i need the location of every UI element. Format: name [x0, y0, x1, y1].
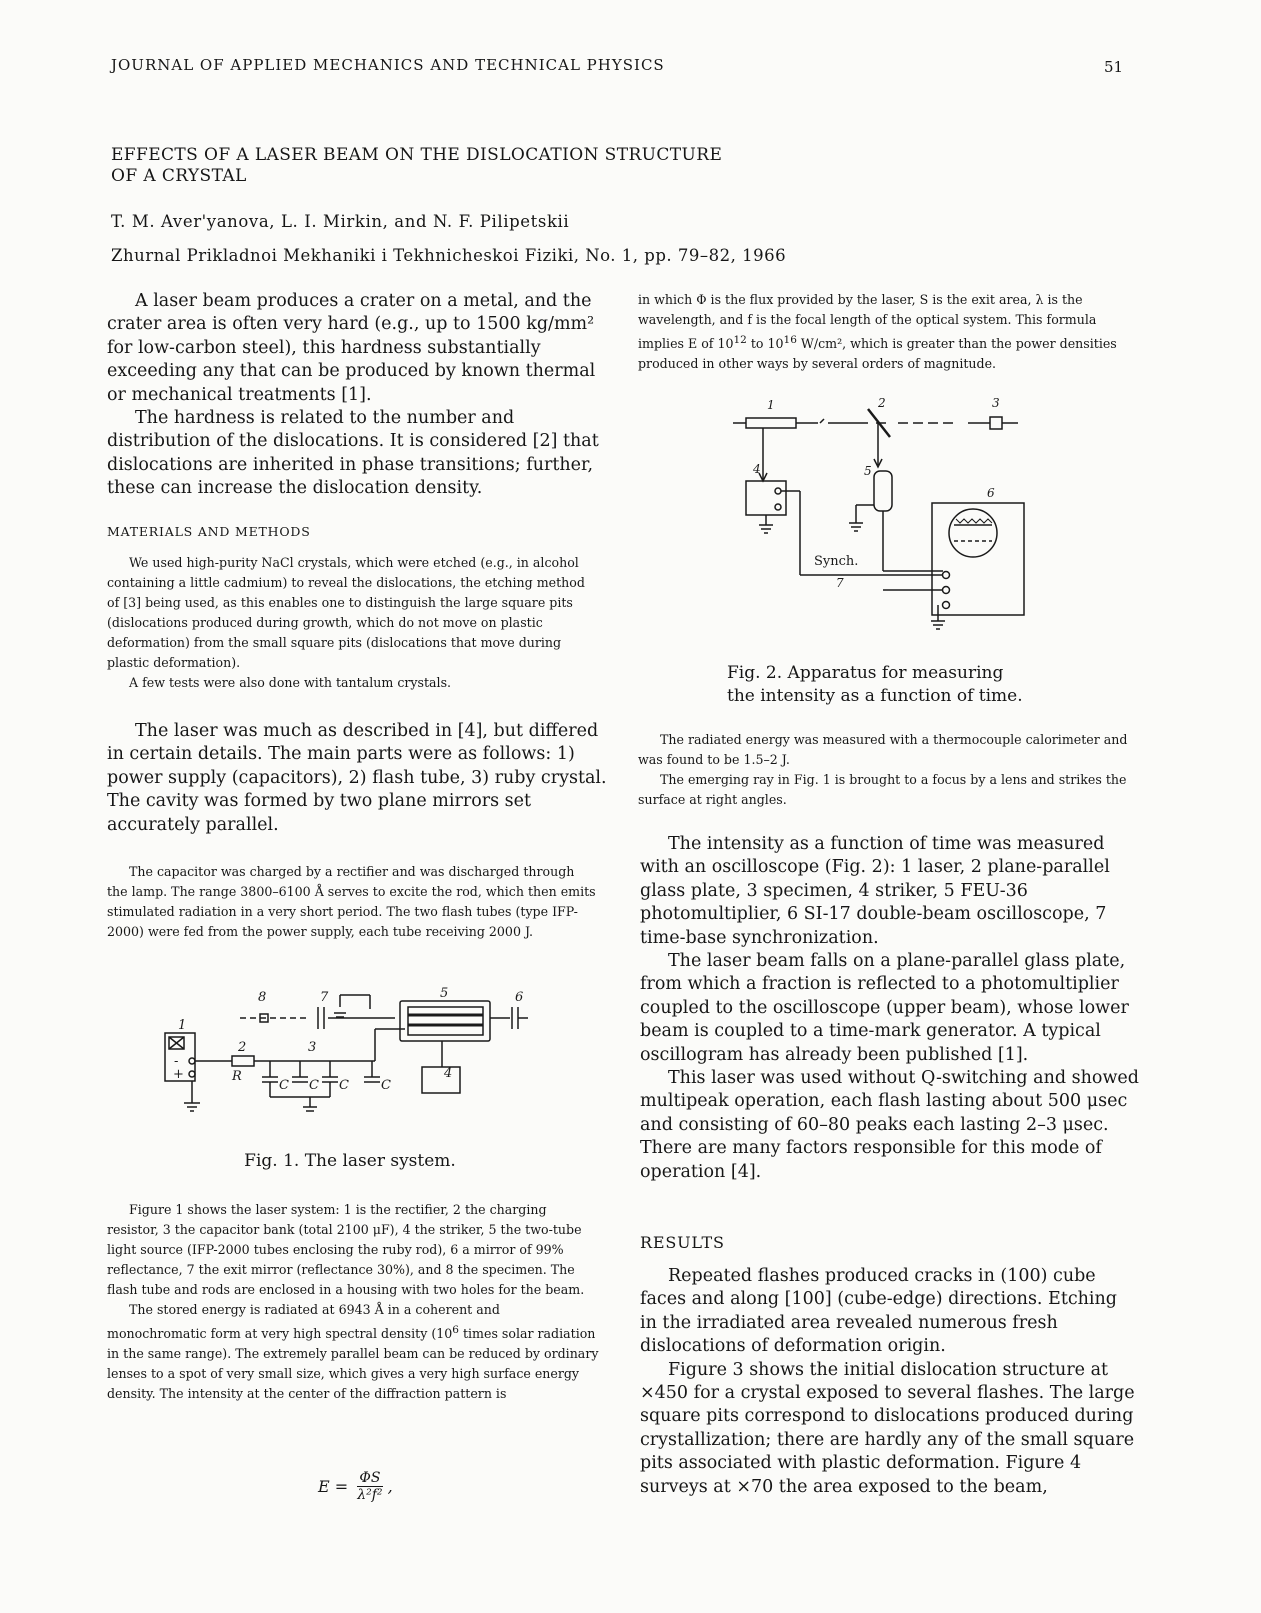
- title-line-2: OF A CRYSTAL: [111, 166, 247, 186]
- capacitor-paragraph: The capacitor was charged by a rectifier and was discharged through the lamp. The range 3800–6100 Å serves to excite the rod, which then emits stimulated radiation in a very short period. The two flash tubes (type IFP-2000) were fed from the power supply, each tube receiving 2000 J.: [107, 864, 596, 939]
- authors: T. M. Aver'yanova, L. I. Mirkin, and N. F. Pilipetskii: [111, 212, 570, 231]
- fig1-label-3: 3: [308, 1040, 317, 1055]
- fig2-label-3: 3: [992, 396, 1000, 410]
- equation: [318, 1470, 393, 1503]
- methods-paragraph-1: We used high-purity NaCl crystals, which were etched (e.g., in alcohol containing a little cadmium) to reveal the dislocations, the etching method of [3] being used, as this enables one to distinguish the large square pits (dislocations produced during growth, which do not move on plastic deformation) from the small square pits (dislocations that move during plastic deformation).: [107, 555, 585, 670]
- fig2-label-2: 2: [878, 396, 886, 410]
- flux-text-b: to 10: [746, 336, 784, 352]
- energy-section: [638, 730, 1128, 810]
- energy-paragraph-2: The emerging ray in Fig. 1 is brought to a focus by a lens and strikes the surface at right angles.: [638, 772, 1127, 807]
- page-number: 51: [1104, 58, 1124, 76]
- fig2-caption: [727, 662, 1023, 708]
- fig2-label-5: 5: [864, 464, 872, 478]
- laser-paragraph: The laser was much as described in [4], but differed in certain details. The main parts were as follows: 1) power supply (capacitors), 2) flash tube, 3) ruby crystal. The cavity was formed by two plane mirrors set accurately parallel.: [107, 721, 607, 835]
- flux-sup-2: 16: [783, 334, 797, 346]
- eq-fraction: [357, 1470, 382, 1503]
- fig2-label-6: 6: [987, 486, 995, 500]
- energy-paragraph-1: The radiated energy was measured with a thermocouple calorimeter and was found to be 1.5–2 J.: [638, 732, 1128, 767]
- fig1-label-5: 5: [440, 986, 449, 1001]
- eq-tail: ,: [387, 1477, 393, 1496]
- stored-sup: 6: [452, 1324, 459, 1336]
- qswitch-paragraph: This laser was used without Q-switching and showed multipeak operation, each flash lasting about 500 μsec and consisting of 60–80 peaks each lasting 2–3 μsec. There are many factors responsible for this mode of operation [4].: [640, 1068, 1139, 1182]
- beam-paragraph: The laser beam falls on a plane-parallel glass plate, from which a fraction is reflected to a photomultiplier coupled to the oscilloscope (upper beam), whose lower beam is coupled to a time-mark generator. A typical oscillogram has already been published [1].: [640, 951, 1129, 1065]
- results-heading: RESULTS: [640, 1233, 725, 1252]
- fig1-label-8: 8: [258, 990, 267, 1005]
- fig1-label-C1: C: [279, 1078, 289, 1093]
- methods-paragraph-2: A few tests were also done with tantalum crystals.: [129, 675, 452, 690]
- flux-text-a: in which Φ is the flux provided by the laser, S is the exit area, λ is the wavelength, and f is the focal length of the optical system. This formula implies E of 10: [638, 292, 1097, 352]
- fig2-label-1: 1: [767, 398, 775, 412]
- fig2-apparatus-diagram: [728, 395, 1038, 640]
- fig1-label-R: R: [232, 1069, 242, 1084]
- eq-denominator: λ²f²: [357, 1487, 383, 1503]
- running-header: JOURNAL OF APPLIED MECHANICS AND TECHNICAL PHYSICS: [111, 56, 665, 74]
- fig1-description: Figure 1 shows the laser system: 1 is the rectifier, 2 the charging resistor, 3 the capacitor bank (total 2100 μF), 4 the striker, 5 the two-tube light source (IFP-2000 tubes enclosing the ruby rod), 6 a mirror of 99% reflectance, 7 the exit mirror (reflectance 30%), and 8 the specimen. The flash tube and rods are enclosed in a housing with two holes for the beam.: [107, 1202, 585, 1297]
- source-citation: Zhurnal Prikladnoi Mekhaniki i Tekhnicheskoi Fiziki, No. 1, pp. 79–82, 1966: [111, 246, 787, 265]
- flux-paragraph: [638, 290, 1133, 374]
- fig1-label-6: 6: [515, 990, 524, 1005]
- intro-section: [107, 290, 610, 501]
- intro-paragraph-2: The hardness is related to the number and distribution of the dislocations. It is considered [2] that dislocations are inherited in phase transitions; further, these can increase the dislocation density.: [107, 408, 599, 499]
- flux-text-c: W/cm², which is greater than the power densities produced in other ways by several orders of magnitude.: [638, 336, 1117, 372]
- methods-section: [107, 553, 592, 693]
- fig1-label-2: 2: [238, 1040, 247, 1055]
- fig1-label-1: 1: [178, 1018, 187, 1033]
- fig1-label-C4: C: [381, 1078, 391, 1093]
- stored-text-b: times solar radiation in the same range). The extremely parallel beam can be reduced by ordinary lenses to a spot of very small size, which gives a very high surface energy density. The intensity at the center of the diffraction pattern is: [107, 1326, 599, 1402]
- intensity-paragraph: The intensity as a function of time was measured with an oscilloscope (Fig. 2): 1 laser, 2 plane-parallel glass plate, 3 specimen, 4 striker, 5 FEU-36 photomultiplier, 6 SI-17 double-beam oscilloscope, 7 time-base synchronization.: [640, 834, 1110, 948]
- intro-paragraph-1: A laser beam produces a crater on a metal, and the crater area is often very hard (e.g., up to 1500 kg/mm² for low-carbon steel), this hardness substantially exceeding any that can be produced by known thermal or mechanical treatments [1].: [107, 291, 596, 405]
- fig2-label-7: 7: [836, 576, 844, 590]
- fig1-label-C3: C: [339, 1078, 349, 1093]
- fig1-label-minus: -: [174, 1054, 179, 1069]
- flux-section: [638, 290, 1133, 374]
- fig1-label-C2: C: [309, 1078, 319, 1093]
- stored-text-a: The stored energy is radiated at 6943 Å in a coherent and monochromatic form at very high spectral density (10: [107, 1302, 500, 1342]
- flux-sup-1: 12: [733, 334, 747, 346]
- fig1-laser-system-diagram: [160, 985, 540, 1125]
- eq-numerator: ΦS: [357, 1470, 382, 1487]
- fig2-label-4: 4: [753, 462, 761, 476]
- fig2-label-synch: Synch.: [814, 554, 859, 569]
- intensity-section: [640, 833, 1140, 1184]
- fig1-caption: Fig. 1. The laser system.: [244, 1151, 456, 1171]
- methods-heading: MATERIALS AND METHODS: [107, 524, 311, 539]
- results-paragraph-2: Figure 3 shows the initial dislocation structure at ×450 for a crystal exposed to several flashes. The large square pits correspond to dislocations produced during crystallization; there are hardly any of the small square pits associated with plastic deformation. Figure 4 surveys at ×70 the area exposed to the beam,: [640, 1359, 1135, 1497]
- fig1-label-7: 7: [320, 990, 329, 1005]
- title-line-1: EFFECTS OF A LASER BEAM ON THE DISLOCATION STRUCTURE: [111, 145, 723, 165]
- laser-section: [107, 720, 610, 837]
- results-section: [640, 1265, 1135, 1499]
- article-title: [111, 145, 811, 187]
- fig1-description-section: [107, 1200, 599, 1404]
- capacitor-section: [107, 862, 597, 942]
- fig2-caption-line-2: the intensity as a function of time.: [727, 686, 1023, 706]
- fig1-label-4: 4: [444, 1066, 453, 1081]
- fig1-label-plus: +: [173, 1067, 184, 1082]
- stored-energy-paragraph: [107, 1300, 599, 1404]
- results-paragraph-1: Repeated flashes produced cracks in (100) cube faces and along [100] (cube-edge) directions. Etching in the irradiated area revealed numerous fresh dislocations of deformation origin.: [640, 1266, 1117, 1357]
- eq-lhs: E =: [318, 1477, 349, 1496]
- fig2-caption-line-1: Fig. 2. Apparatus for measuring: [727, 663, 1004, 683]
